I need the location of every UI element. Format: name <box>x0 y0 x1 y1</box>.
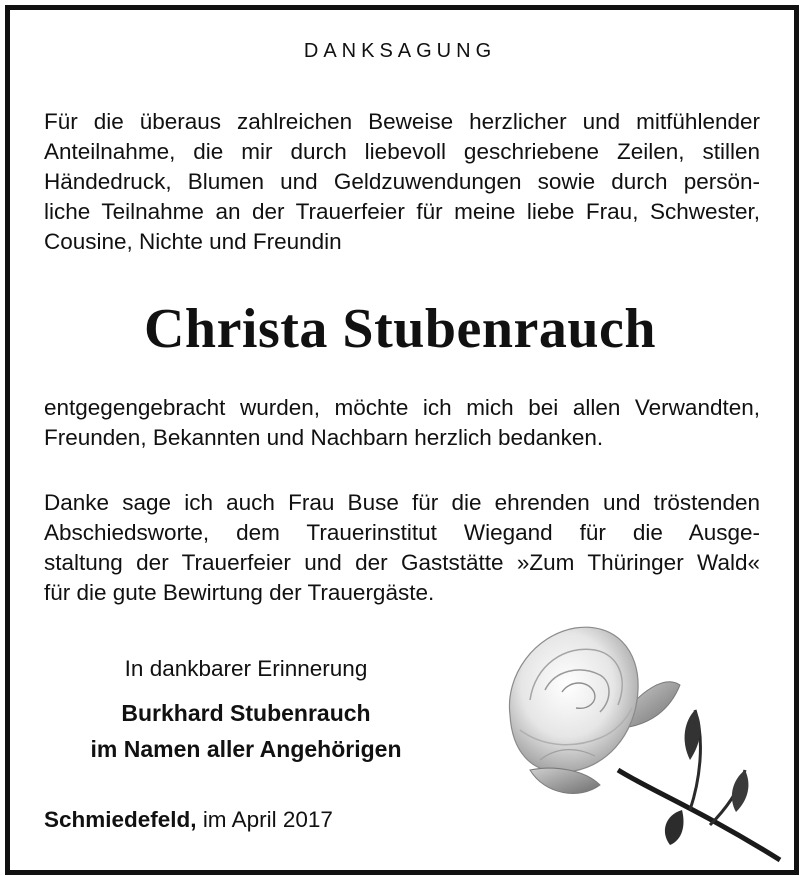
intro-line: Anteilnahme, die mir durch liebevoll geschriebene Zeilen, stillen <box>44 139 760 164</box>
intro-line: Für die überaus zahlreichen Beweise herzlicher und mitfühlender <box>44 109 760 134</box>
acknowledgement-line: Abschiedsworte, dem Trauerinstitut Wiegand für die Ausge- <box>44 520 760 545</box>
acknowledgement-paragraph <box>44 488 760 608</box>
rose-image <box>500 620 790 865</box>
signature-name: Burkhard Stubenrauch <box>121 700 371 726</box>
thanks-line: Freunden, Bekannten und Nachbarn herzlich bedanken. <box>44 425 604 450</box>
heading: DANKSAGUNG <box>303 40 497 62</box>
acknowledgement-line: staltung der Trauerfeier und der Gaststätte »Zum Thüringer Wald« <box>44 550 760 575</box>
signature-note: im Namen aller Angehörigen <box>90 736 402 762</box>
place-date <box>44 807 333 833</box>
intro-line: Händedruck, Blumen und Geldzuwendungen sowie durch persön- <box>44 169 760 194</box>
place: Schmiedefeld, <box>44 807 197 832</box>
thanks-line: entgegengebracht wurden, möchte ich mich bei allen Verwandten, <box>44 395 760 420</box>
date: im April 2017 <box>202 807 333 832</box>
acknowledgement-line: für die gute Bewirtung der Trauergäste. <box>44 580 435 605</box>
thanks-paragraph <box>44 393 760 453</box>
intro-paragraph <box>44 107 760 257</box>
acknowledgement-line: Danke sage ich auch Frau Buse für die ehrenden und tröstenden <box>44 490 760 515</box>
intro-line: liche Teilnahme an der Trauerfeier für meine liebe Frau, Schwester, <box>44 199 760 224</box>
closing-phrase: In dankbarer Erinnerung <box>124 656 368 681</box>
intro-line: Cousine, Nichte und Freundin <box>44 229 342 254</box>
deceased-name: Christa Stubenrauch <box>143 298 657 360</box>
